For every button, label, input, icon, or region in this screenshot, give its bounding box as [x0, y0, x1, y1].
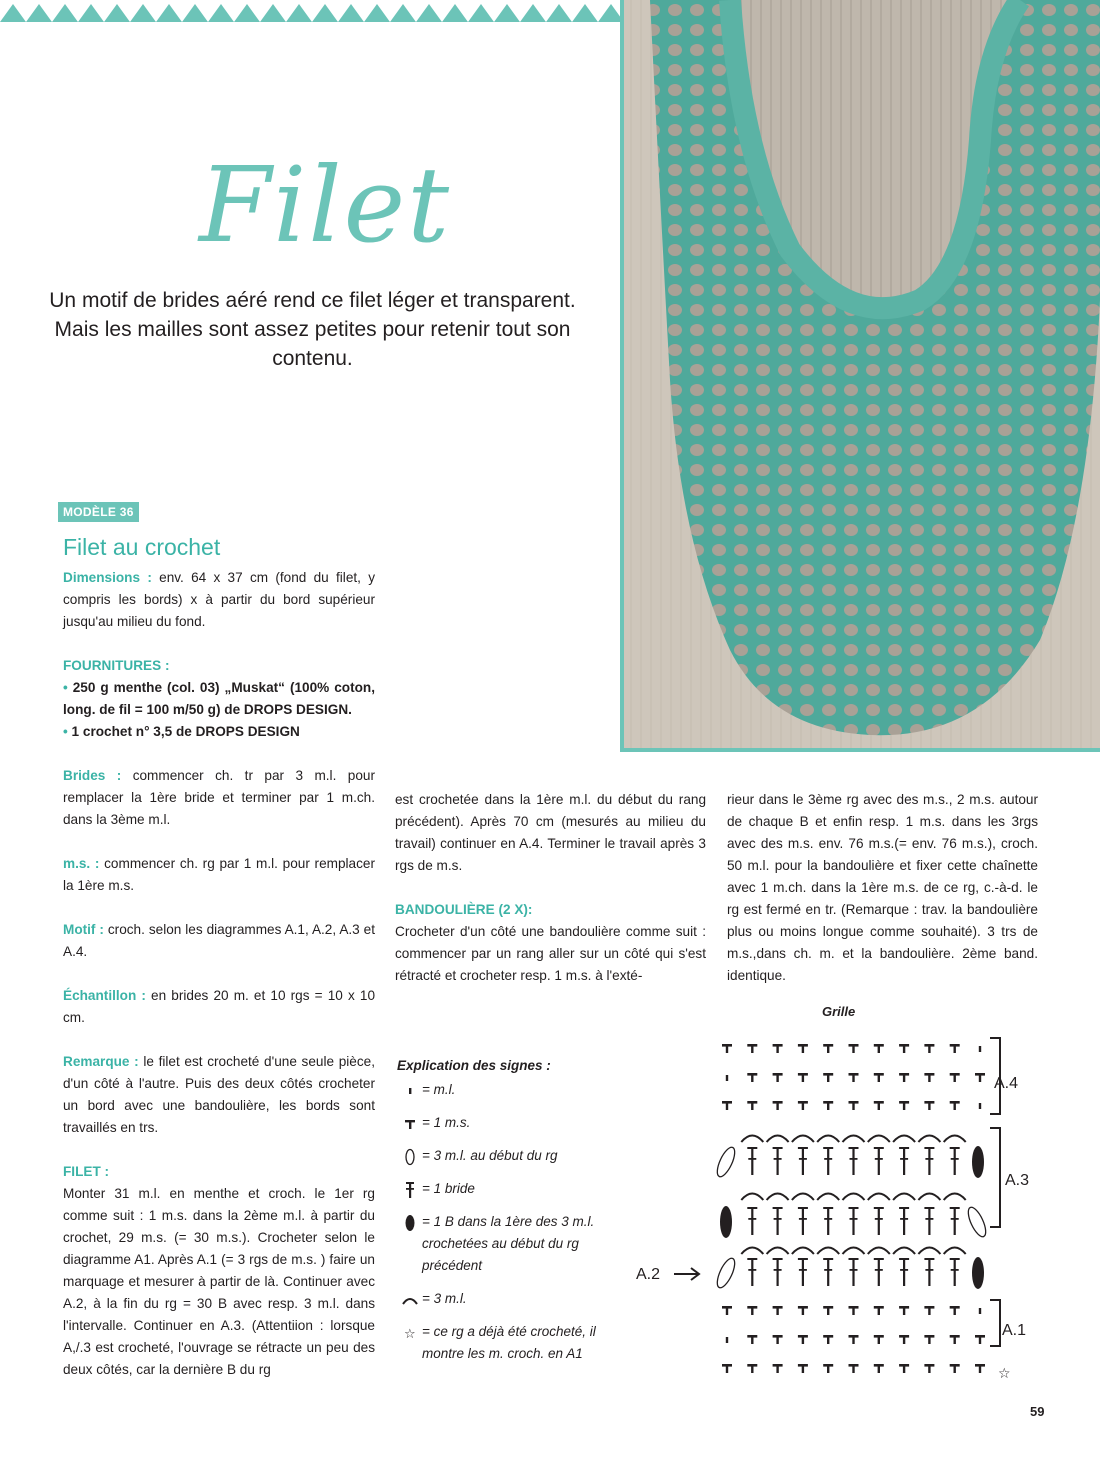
- sc-mark: [878, 1073, 880, 1082]
- lead-paragraph: Un motif de brides aéré rend ce filet léger et transparent. Mais les mailles sont assez petites pour retenir tout son contenu.: [49, 289, 576, 370]
- column-3: [727, 789, 1038, 1009]
- bullet: •: [63, 680, 68, 695]
- filled-oval-mark: [720, 1206, 732, 1238]
- sc-mark: [903, 1044, 905, 1053]
- sc-mark: [903, 1101, 905, 1110]
- dc-mark: [799, 1218, 807, 1220]
- brides-label: Brides :: [63, 768, 122, 783]
- sc-mark: [827, 1101, 829, 1110]
- arc-mark: [843, 1194, 865, 1201]
- sc-mark: [776, 1364, 778, 1373]
- motif-paragraph: [63, 919, 375, 963]
- sc-mark: [776, 1335, 778, 1344]
- arc-mark: [792, 1194, 814, 1201]
- arc-mark: [792, 1248, 814, 1255]
- dc-mark: [850, 1269, 858, 1271]
- sc-mark: [954, 1044, 956, 1053]
- dc-mark: [954, 1147, 956, 1175]
- sc-mark: [827, 1364, 829, 1373]
- dc-mark: [900, 1158, 908, 1160]
- label-a3: A.3: [1005, 1172, 1030, 1189]
- arc-mark: [767, 1194, 789, 1201]
- sc-mark: [979, 1364, 981, 1373]
- arc-mark: [741, 1194, 763, 1201]
- filet-heading: FILET :: [63, 1164, 110, 1179]
- ms-paragraph: [63, 853, 375, 897]
- dc-mark: [824, 1158, 832, 1160]
- chain-mark: [726, 1337, 728, 1343]
- arc-mark: [893, 1248, 915, 1255]
- sc-mark: [827, 1306, 829, 1315]
- dc-mark: [951, 1218, 959, 1220]
- legend-item-3ch-start: = 3 m.l. au début du rg: [397, 1145, 612, 1167]
- sc-mark: [954, 1073, 956, 1082]
- gauge-text: en brides 20 m. et 10 rgs = 10 x 10 cm.: [63, 988, 376, 1025]
- dc-mark: [777, 1147, 779, 1175]
- dc-mark: [751, 1147, 753, 1175]
- gauge-paragraph: [63, 985, 375, 1029]
- dc-mark: [777, 1258, 779, 1286]
- sc-mark: [802, 1073, 804, 1082]
- arc-mark: [817, 1194, 839, 1201]
- bracket: [990, 1300, 1000, 1346]
- sc-mark: [852, 1101, 854, 1110]
- dc-mark: [748, 1158, 756, 1160]
- dc-mark: [951, 1158, 959, 1160]
- arc-mark: [893, 1194, 915, 1201]
- col3-paragraph: rieur dans le 3ème rg avec des m.s., 2 m.s. autour de chaque B et enfin resp. 1 m.s. dans les 3rgs avec des m.s. env. 76 m.s.(= env. 76 m.s.), croch. 50 m.l. pour la bandoulière et fixer cette chaînette avec 1 m.ch. dans la 1ère m.s. de ce rg, c.-à-d. le rg est fermé en tr. (Remarque : trav. la bandoulière plus ou moins longue comme souhaité). 3 trs de m.s.,dans ch. m. et la bandoulière. 2ème band. identique.: [727, 792, 1038, 983]
- sc-mark: [903, 1364, 905, 1373]
- sc-mark: [776, 1101, 778, 1110]
- sc-mark: [827, 1335, 829, 1344]
- dc-mark: [827, 1258, 829, 1286]
- dc-mark: [774, 1269, 782, 1271]
- strap-section: [395, 899, 706, 987]
- crochet-chart: [630, 1030, 1050, 1390]
- three-chain-oval-icon: [402, 1148, 418, 1166]
- filet-section: [63, 1161, 375, 1381]
- dc-mark: [875, 1218, 883, 1220]
- dc-mark: [928, 1207, 930, 1235]
- arrow-icon: [674, 1268, 699, 1280]
- sc-mark: [979, 1335, 981, 1344]
- dc-mark: [875, 1158, 883, 1160]
- arc-mark: [767, 1136, 789, 1143]
- page-title: Filet: [198, 144, 452, 266]
- dc-mark: [824, 1269, 832, 1271]
- dc-mark: [928, 1258, 930, 1286]
- star-mark: ☆: [998, 1366, 1011, 1382]
- dc-mark: [850, 1218, 858, 1220]
- sc-mark: [726, 1101, 728, 1110]
- legend-item-chain: = m.l.: [397, 1079, 612, 1101]
- arc-mark: [893, 1136, 915, 1143]
- sc-mark: [802, 1335, 804, 1344]
- sc-mark: [903, 1335, 905, 1344]
- sc-mark: [802, 1364, 804, 1373]
- dc-mark: [802, 1207, 804, 1235]
- sc-mark: [776, 1044, 778, 1053]
- filet-text: Monter 31 m.l. en menthe et croch. le 1er rg comme suit : 1 m.s. dans la 2ème m.l. à partir du crochet, 29 m.s. (= 30 m.s.). Crocheter selon le diagramme A1. Après A.1 (= 3 rgs de m.s. ) faire un marquage et mesurer à partir de là. Continuer avec A.2, à la fin du rg = 30 B avec resp. 3 m.l. dans l'intervalle. Continuer en A.3. (Attentiion : lorsque A,/.3 est crocheté, l'ouvrage se rétracte un peu des deux côtés, car la dernière B du rg: [63, 1186, 375, 1377]
- strap-text: Crocheter d'un côté une bandoulière comme suit : commencer par un rang aller sur un côté qui s'est rétracté et crocheter resp. 1 m.s. à l'exté-: [395, 924, 706, 983]
- sc-mark: [928, 1335, 930, 1344]
- supplies-section: [63, 655, 375, 743]
- sc-mark: [852, 1306, 854, 1315]
- bullet: •: [63, 724, 68, 739]
- model-badge: MODÈLE 36: [58, 502, 139, 522]
- ms-label: m.s. :: [63, 856, 100, 871]
- column-1: [63, 567, 375, 1403]
- sc-mark: [954, 1335, 956, 1344]
- dc-mark: [903, 1147, 905, 1175]
- label-a4: A.4: [994, 1075, 1019, 1092]
- motif-text: croch. selon les diagrammes A.1, A.2, A.3 et A.4.: [63, 922, 376, 959]
- dc-mark: [751, 1207, 753, 1235]
- sc-mark: [903, 1306, 905, 1315]
- chain-mark: [979, 1046, 981, 1052]
- arc-mark: [868, 1136, 890, 1143]
- sc-mark: [751, 1306, 753, 1315]
- dc-mark: [774, 1158, 782, 1160]
- arc-mark: [843, 1136, 865, 1143]
- filled-oval-mark: [972, 1146, 984, 1178]
- sc-mark: [928, 1073, 930, 1082]
- dc-mark: [875, 1269, 883, 1271]
- sc-mark: [802, 1306, 804, 1315]
- dc-mark: [900, 1269, 908, 1271]
- sc-mark: [751, 1073, 753, 1082]
- chain-mark: [726, 1075, 728, 1081]
- dc-mark: [748, 1218, 756, 1220]
- sc-mark: [852, 1044, 854, 1053]
- motif-label: Motif :: [63, 922, 104, 937]
- sc-mark: [751, 1364, 753, 1373]
- sc-mark: [928, 1364, 930, 1373]
- arc-mark: [817, 1248, 839, 1255]
- sc-mark: [751, 1101, 753, 1110]
- sc-mark: [776, 1073, 778, 1082]
- remark-label: Remarque :: [63, 1054, 139, 1069]
- dc-mark: [850, 1158, 858, 1160]
- dc-mark: [903, 1258, 905, 1286]
- model-title: Filet au crochet: [63, 534, 221, 560]
- filled-oval-icon: [402, 1214, 418, 1232]
- dimensions-paragraph: [63, 567, 375, 633]
- arc-mark: [944, 1248, 966, 1255]
- chain-stitch-icon: [402, 1082, 418, 1100]
- supply-hook: 1 crochet n° 3,5 de DROPS DESIGN: [67, 724, 300, 739]
- sc-mark: [776, 1306, 778, 1315]
- sc-mark: [954, 1306, 956, 1315]
- legend-item-3ch: = 3 m.l.: [397, 1288, 612, 1310]
- dc-mark: [751, 1258, 753, 1286]
- arc-mark: [792, 1136, 814, 1143]
- arc-mark: [918, 1248, 940, 1255]
- oval-mark: [714, 1256, 738, 1290]
- oval-mark: [714, 1145, 738, 1179]
- legend-item-b-in-ch: = 1 B dans la 1ère des 3 m.l. crochetées au début du rg précédent: [397, 1211, 612, 1277]
- remark-paragraph: [63, 1051, 375, 1139]
- dc-mark: [824, 1218, 832, 1220]
- arc-mark: [868, 1248, 890, 1255]
- filled-oval-mark: [972, 1257, 984, 1289]
- dc-mark: [827, 1147, 829, 1175]
- arc-mark: [843, 1248, 865, 1255]
- sc-mark: [878, 1364, 880, 1373]
- sc-mark: [878, 1335, 880, 1344]
- sc-mark: [928, 1044, 930, 1053]
- brides-paragraph: [63, 765, 375, 831]
- sc-mark: [979, 1073, 981, 1082]
- sc-mark: [726, 1306, 728, 1315]
- sc-mark: [954, 1364, 956, 1373]
- page-number: 59: [1030, 1404, 1045, 1419]
- dc-mark: [928, 1147, 930, 1175]
- arc-mark: [817, 1136, 839, 1143]
- arc-mark: [918, 1136, 940, 1143]
- sc-mark: [726, 1364, 728, 1373]
- dc-mark: [852, 1258, 854, 1286]
- dc-mark: [852, 1207, 854, 1235]
- sc-mark: [852, 1364, 854, 1373]
- arc-mark: [944, 1136, 966, 1143]
- strap-heading: BANDOULIÈRE (2 X):: [395, 902, 533, 917]
- label-a2: A.2: [636, 1266, 661, 1283]
- arc-mark: [741, 1136, 763, 1143]
- dc-mark: [878, 1207, 880, 1235]
- dc-mark: [925, 1218, 933, 1220]
- dc-mark: [799, 1158, 807, 1160]
- supply-yarn: menthe (col. 03) „Muskat“ (100% coton, long. de fil = 100 m/50 g) de DROPS DESIGN.: [63, 680, 375, 717]
- bag-photo: [620, 0, 1100, 752]
- arc-icon: [402, 1291, 418, 1309]
- sc-mark: [802, 1101, 804, 1110]
- legend-item-dc: = 1 bride: [397, 1178, 612, 1200]
- dc-mark: [925, 1269, 933, 1271]
- bracket: [990, 1128, 1000, 1227]
- sc-mark: [878, 1101, 880, 1110]
- arc-mark: [741, 1248, 763, 1255]
- dc-mark: [954, 1258, 956, 1286]
- gauge-label: Échantillon :: [63, 988, 146, 1003]
- sc-mark: [751, 1335, 753, 1344]
- dc-mark: [799, 1269, 807, 1271]
- dc-mark: [878, 1258, 880, 1286]
- dc-mark: [852, 1147, 854, 1175]
- dc-mark: [951, 1269, 959, 1271]
- oval-mark: [965, 1205, 989, 1239]
- arc-mark: [868, 1194, 890, 1201]
- arc-mark: [918, 1194, 940, 1201]
- dc-mark: [954, 1207, 956, 1235]
- sc-mark: [852, 1335, 854, 1344]
- sc-mark: [751, 1044, 753, 1053]
- brides-text: commencer ch. tr par 3 m.l. pour remplacer la 1ère bride et terminer par 1 m.ch. dans la 3ème m.l.: [63, 768, 375, 827]
- col2-paragraph: est crochetée dans la 1ère m.l. du début du rang précédent). Après 70 cm (mesurés au milieu du travail) continuer en A.4. Terminer le travail après 3 rgs de m.s.: [395, 792, 706, 873]
- dc-mark: [802, 1147, 804, 1175]
- dc-mark: [802, 1258, 804, 1286]
- arc-mark: [944, 1194, 966, 1201]
- arc-mark: [767, 1248, 789, 1255]
- sc-mark: [827, 1044, 829, 1053]
- star-icon: [402, 1324, 418, 1342]
- legend-item-sc: = 1 m.s.: [397, 1112, 612, 1134]
- chart-title: Grille: [822, 1004, 856, 1019]
- svg-text:☆: ☆: [404, 1327, 416, 1342]
- zigzag-border: [0, 0, 620, 22]
- dc-mark: [774, 1218, 782, 1220]
- dc-mark: [903, 1207, 905, 1235]
- sc-mark: [827, 1073, 829, 1082]
- double-crochet-icon: [402, 1181, 418, 1199]
- dc-mark: [748, 1269, 756, 1271]
- sc-mark: [878, 1044, 880, 1053]
- dc-mark: [777, 1207, 779, 1235]
- dc-mark: [900, 1218, 908, 1220]
- supplies-heading: FOURNITURES :: [63, 658, 170, 673]
- sc-mark: [878, 1306, 880, 1315]
- chain-mark: [979, 1308, 981, 1314]
- legend-item-star: ☆ = ce rg a déjà été crocheté, il montre les m. croch. en A1: [404, 1324, 596, 1361]
- dimensions-label: Dimensions :: [63, 570, 152, 585]
- single-crochet-icon: [402, 1115, 418, 1133]
- sc-mark: [802, 1044, 804, 1053]
- remark-text: le filet est crocheté d'une seule pièce, d'un côté à l'autre. Puis des deux côtés crocheter un bord avec une bandoulière, les bords sont travaillés en trs.: [63, 1054, 375, 1135]
- label-a1: A.1: [1002, 1322, 1027, 1339]
- sc-mark: [928, 1306, 930, 1315]
- sc-mark: [903, 1073, 905, 1082]
- sc-mark: [928, 1101, 930, 1110]
- dc-mark: [827, 1207, 829, 1235]
- sc-mark: [726, 1044, 728, 1053]
- dc-mark: [878, 1147, 880, 1175]
- column-2: [395, 789, 706, 1009]
- legend-title: Explication des signes :: [397, 1058, 551, 1073]
- chain-mark: [979, 1103, 981, 1109]
- ms-text: commencer ch. rg par 1 m.l. pour remplacer la 1ère m.s.: [63, 856, 375, 893]
- symbol-legend: [397, 1058, 612, 1376]
- sc-mark: [954, 1101, 956, 1110]
- supply-amount: 250 g: [67, 680, 109, 695]
- dimensions-text: env. 64 x 37 cm (fond du filet, y compris les bords) x à partir du bord supérieur jusqu'au milieu du fond.: [63, 570, 375, 629]
- dc-mark: [925, 1158, 933, 1160]
- sc-mark: [852, 1073, 854, 1082]
